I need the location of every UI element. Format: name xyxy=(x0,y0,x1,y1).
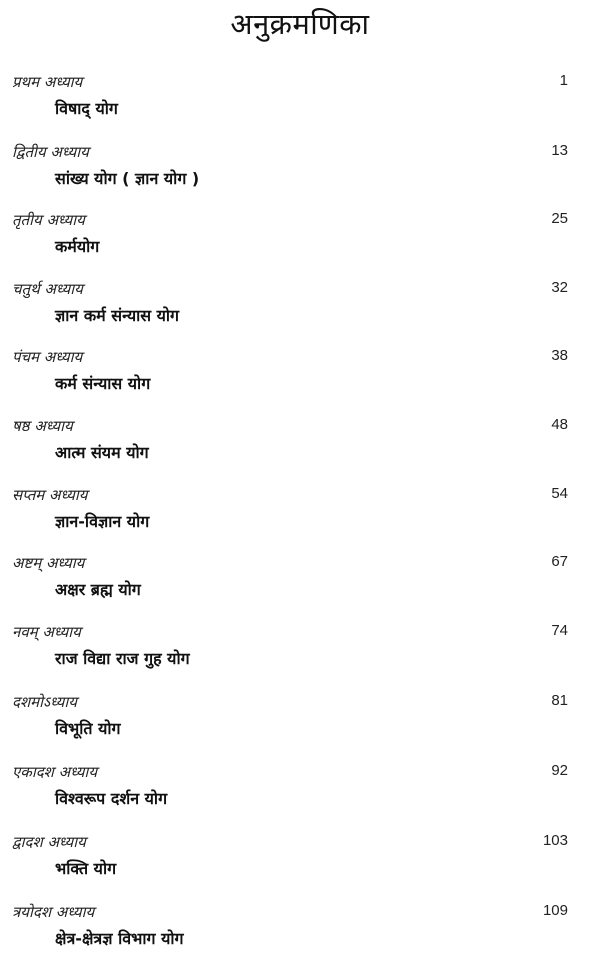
toc-entry xyxy=(0,485,600,545)
chapter-label: अष्टम् अध्याय xyxy=(12,554,85,572)
toc-entry xyxy=(0,416,600,476)
yoga-title: राज विद्या राज गुह योग xyxy=(55,649,190,668)
page-number: 67 xyxy=(551,553,568,570)
toc-entry xyxy=(0,553,600,613)
yoga-title: क्षेत्र-क्षेत्रज्ञ विभाग योग xyxy=(55,929,184,948)
page-number: 25 xyxy=(551,210,568,227)
page-number: 92 xyxy=(551,762,568,779)
chapter-label: नवम् अध्याय xyxy=(12,623,81,641)
yoga-title: सांख्य योग ( ज्ञान योग ) xyxy=(55,169,200,188)
chapter-label: एकादश अध्याय xyxy=(12,763,98,781)
page-number: 48 xyxy=(551,416,568,433)
page-number: 38 xyxy=(551,347,568,364)
yoga-title: विषाद् योग xyxy=(55,99,118,118)
chapter-label: चतुर्थ अध्याय xyxy=(12,280,83,298)
toc-entry xyxy=(0,142,600,202)
toc-entry xyxy=(0,622,600,682)
page-number: 103 xyxy=(542,832,568,849)
toc-entry xyxy=(0,692,600,752)
chapter-label: दशमोऽध्याय xyxy=(12,693,77,711)
page-number: 54 xyxy=(551,485,568,502)
chapter-label: त्रयोदश अध्याय xyxy=(12,903,95,921)
toc-entry xyxy=(0,762,600,822)
yoga-title: विश्वरूप दर्शन योग xyxy=(55,789,168,808)
yoga-title: अक्षर ब्रह्म योग xyxy=(55,580,141,599)
toc-entry xyxy=(0,210,600,270)
page-title: अनुक्रमणिका xyxy=(230,7,370,41)
chapter-label: द्वितीय अध्याय xyxy=(12,143,89,161)
page-number: 13 xyxy=(551,142,568,159)
yoga-title: कर्म संन्यास योग xyxy=(55,374,151,393)
toc-entry xyxy=(0,347,600,407)
yoga-title: ज्ञान-विज्ञान योग xyxy=(55,512,150,531)
page-number: 32 xyxy=(551,279,568,296)
chapter-label: पंचम अध्याय xyxy=(12,348,83,366)
yoga-title: विभूति योग xyxy=(55,719,121,738)
chapter-label: षष्ठ अध्याय xyxy=(12,417,73,435)
yoga-title: आत्म संयम योग xyxy=(55,443,149,462)
chapter-label: तृतीय अध्याय xyxy=(12,211,85,229)
page-number: 109 xyxy=(542,902,568,919)
yoga-title: भक्ति योग xyxy=(55,859,117,878)
toc-entry xyxy=(0,72,600,132)
toc-entry xyxy=(0,902,600,962)
chapter-label: सप्तम अध्याय xyxy=(12,486,88,504)
yoga-title: ज्ञान कर्म संन्यास योग xyxy=(55,306,180,325)
yoga-title: कर्मयोग xyxy=(55,237,100,256)
chapter-label: द्वादश अध्याय xyxy=(12,833,86,851)
chapter-label: प्रथम अध्याय xyxy=(12,73,83,91)
toc-entry xyxy=(0,832,600,892)
toc-entry xyxy=(0,279,600,339)
page-number: 74 xyxy=(551,622,568,639)
page-number: 81 xyxy=(551,692,568,709)
page-number: 1 xyxy=(559,72,568,89)
